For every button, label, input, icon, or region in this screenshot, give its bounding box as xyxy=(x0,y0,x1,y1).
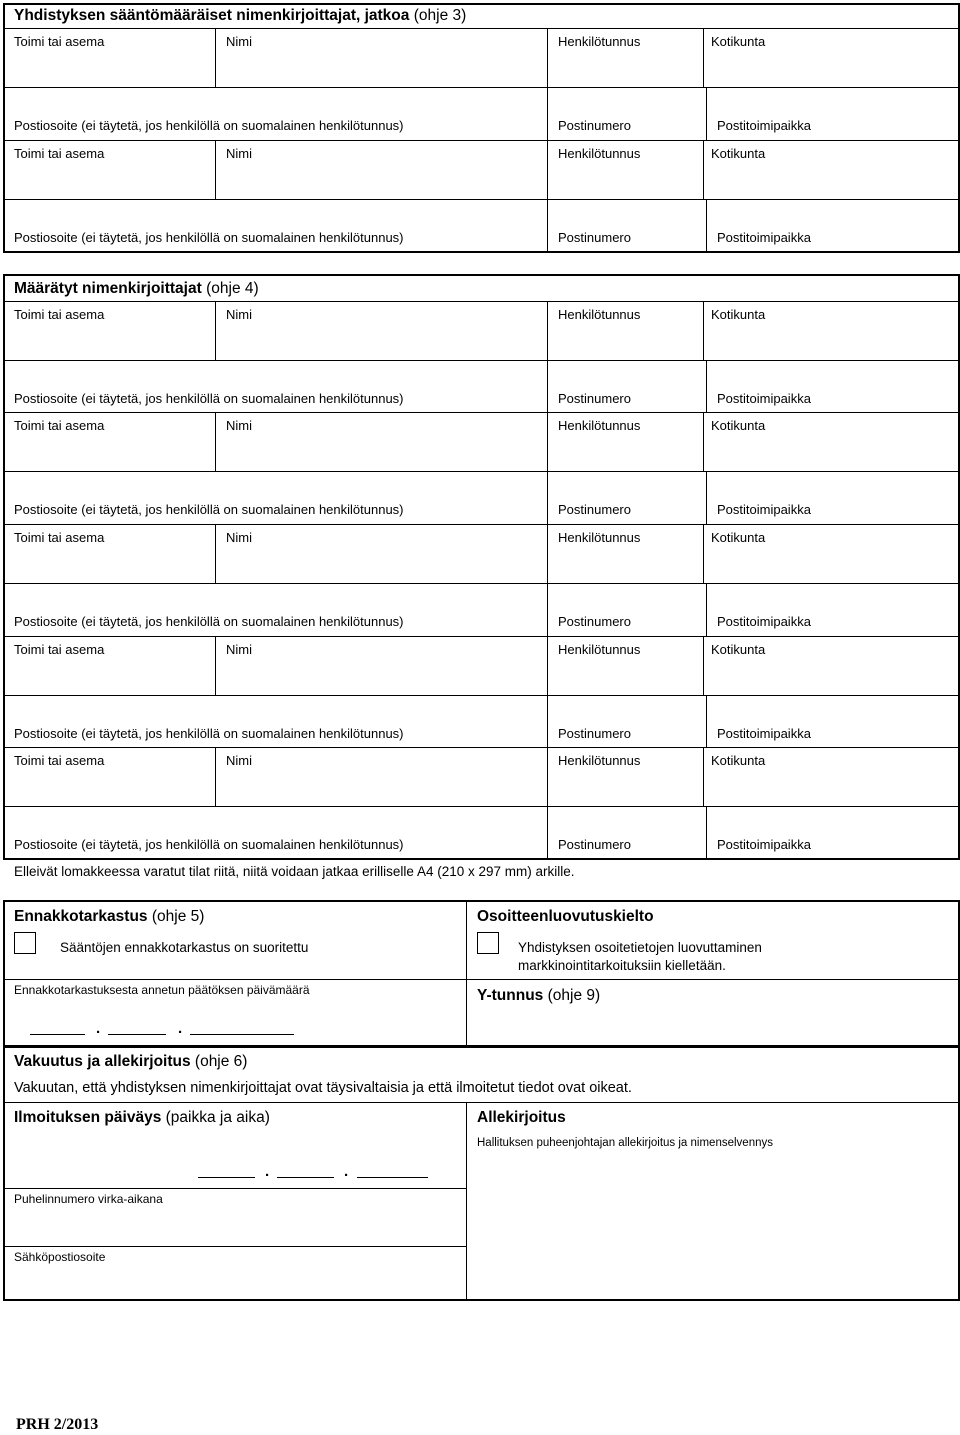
cell-divider xyxy=(547,140,548,199)
sign-date-month[interactable] xyxy=(277,1177,334,1178)
postcode-field[interactable] xyxy=(550,697,704,746)
postoffice-label: Postitoimipaikka xyxy=(717,614,811,629)
preinspection-date-year[interactable] xyxy=(190,1034,294,1035)
ssn-field[interactable] xyxy=(550,769,701,804)
postoffice-label: Postitoimipaikka xyxy=(717,230,811,245)
row-border xyxy=(4,87,958,88)
postoffice-field[interactable] xyxy=(709,585,956,634)
row-border xyxy=(4,747,958,748)
cell-divider xyxy=(703,636,704,695)
postcode-field[interactable] xyxy=(550,473,704,522)
continuation-note: Elleivät lomakkeessa varatut tilat riitä, niitä voidaan jatkaa erilliselle A4 (210 x 297 mm) arkille. xyxy=(14,864,575,879)
ssn-field[interactable] xyxy=(550,162,701,197)
row-border xyxy=(4,140,958,141)
cell-divider xyxy=(547,471,548,524)
cell-divider xyxy=(703,747,704,806)
ssn-label: Henkilötunnus xyxy=(558,530,641,545)
date-sign-title: Ilmoituksen päiväys (paikka ja aika) xyxy=(14,1109,270,1126)
cell-divider xyxy=(547,199,548,252)
name-label: Nimi xyxy=(226,530,252,545)
role-field[interactable] xyxy=(6,323,213,358)
row-border xyxy=(4,636,958,637)
cell-divider xyxy=(547,524,548,583)
address-field[interactable] xyxy=(6,808,545,857)
name-label: Nimi xyxy=(226,34,252,49)
cell-divider xyxy=(706,87,707,140)
postcode-label: Postinumero xyxy=(558,391,631,406)
insurance-statement: Vakuutan, että yhdistyksen nimenkirjoittajat ovat täysivaltaisia ja että ilmoitetut tiedot ovat oikeat. xyxy=(14,1080,632,1096)
role-label: Toimi tai asema xyxy=(14,753,105,768)
postoffice-label: Postitoimipaikka xyxy=(717,118,811,133)
postcode-field[interactable] xyxy=(550,201,704,250)
municipality-label: Kotikunta xyxy=(711,753,766,768)
municipality-label: Kotikunta xyxy=(711,34,766,49)
role-field[interactable] xyxy=(6,50,213,85)
address-field[interactable] xyxy=(6,89,545,138)
business-id-title: Y-tunnus (ohje 9) xyxy=(477,987,601,1004)
cell-divider xyxy=(215,636,216,695)
row-border xyxy=(4,806,958,807)
role-label: Toimi tai asema xyxy=(14,307,105,322)
postoffice-field[interactable] xyxy=(709,201,956,250)
section2-title: Määrätyt nimenkirjoittajat (ohje 4) xyxy=(14,280,259,297)
address-label: Postiosoite (ei täytetä, jos henkilöllä on suomalainen henkilötunnus) xyxy=(14,837,404,852)
preinspection-checkbox-label: Sääntöjen ennakkotarkastus on suoritettu xyxy=(60,940,309,955)
postcode-field[interactable] xyxy=(550,362,704,411)
municipality-field[interactable] xyxy=(706,546,956,581)
address-label: Postiosoite (ei täytetä, jos henkilöllä on suomalainen henkilötunnus) xyxy=(14,391,404,406)
role-field[interactable] xyxy=(6,769,213,804)
municipality-label: Kotikunta xyxy=(711,530,766,545)
postcode-label: Postinumero xyxy=(558,837,631,852)
ssn-label: Henkilötunnus xyxy=(558,146,641,161)
municipality-label: Kotikunta xyxy=(711,418,766,433)
name-label: Nimi xyxy=(226,418,252,433)
cell-divider xyxy=(547,87,548,140)
postoffice-label: Postitoimipaikka xyxy=(717,502,811,517)
address-ban-label-line2: markkinointitarkoituksiin kielletään. xyxy=(518,958,726,973)
row-border xyxy=(4,301,958,302)
ssn-label: Henkilötunnus xyxy=(558,307,641,322)
ssn-field[interactable] xyxy=(550,323,701,358)
cell-divider xyxy=(547,301,548,360)
ssn-label: Henkilötunnus xyxy=(558,34,641,49)
section4-line-phone xyxy=(4,1188,466,1189)
postoffice-label: Postitoimipaikka xyxy=(717,391,811,406)
address-label: Postiosoite (ei täytetä, jos henkilöllä on suomalainen henkilötunnus) xyxy=(14,118,404,133)
address-ban-title: Osoitteenluovutuskielto xyxy=(477,908,654,925)
postcode-label: Postinumero xyxy=(558,614,631,629)
postoffice-field[interactable] xyxy=(709,362,956,411)
signature-title: Allekirjoitus xyxy=(477,1109,566,1126)
municipality-label: Kotikunta xyxy=(711,307,766,322)
role-field[interactable] xyxy=(6,434,213,469)
row-border xyxy=(4,524,958,525)
role-field[interactable] xyxy=(6,546,213,581)
address-label: Postiosoite (ei täytetä, jos henkilöllä on suomalainen henkilötunnus) xyxy=(14,502,404,517)
preinspection-date-label: Ennakkotarkastuksesta annetun päätöksen päivämäärä xyxy=(14,983,310,997)
postcode-field[interactable] xyxy=(550,89,704,138)
cell-divider xyxy=(215,524,216,583)
preinspection-date-month[interactable] xyxy=(108,1034,166,1035)
postoffice-label: Postitoimipaikka xyxy=(717,837,811,852)
cell-divider xyxy=(215,28,216,87)
role-label: Toimi tai asema xyxy=(14,34,105,49)
row-border xyxy=(4,471,958,472)
postcode-label: Postinumero xyxy=(558,230,631,245)
row-border xyxy=(4,360,958,361)
name-label: Nimi xyxy=(226,307,252,322)
name-field[interactable] xyxy=(218,546,545,581)
address-label: Postiosoite (ei täytetä, jos henkilöllä on suomalainen henkilötunnus) xyxy=(14,726,404,741)
role-field[interactable] xyxy=(6,162,213,197)
cell-divider xyxy=(703,140,704,199)
cell-divider xyxy=(547,28,548,87)
name-field[interactable] xyxy=(218,658,545,693)
cell-divider xyxy=(547,583,548,636)
name-label: Nimi xyxy=(226,146,252,161)
row-border xyxy=(4,695,958,696)
section3-line-left xyxy=(4,979,466,980)
date-separator: . xyxy=(344,1163,349,1180)
cell-divider xyxy=(215,412,216,471)
row-border xyxy=(4,199,958,200)
postoffice-label: Postitoimipaikka xyxy=(717,726,811,741)
name-field[interactable] xyxy=(218,162,545,197)
cell-divider xyxy=(703,301,704,360)
cell-divider xyxy=(706,471,707,524)
postcode-label: Postinumero xyxy=(558,118,631,133)
cell-divider xyxy=(706,199,707,252)
name-label: Nimi xyxy=(226,642,252,657)
name-field[interactable] xyxy=(218,769,545,804)
cell-divider xyxy=(706,360,707,413)
preinspection-title: Ennakkotarkastus (ohje 5) xyxy=(14,908,205,925)
email-label: Sähköpostiosoite xyxy=(14,1250,106,1264)
ssn-label: Henkilötunnus xyxy=(558,753,641,768)
row-border xyxy=(4,28,958,29)
address-field[interactable] xyxy=(6,585,545,634)
form-code: PRH 2/2013 xyxy=(16,1416,99,1433)
insurance-title: Vakuutus ja allekirjoitus (ohje 6) xyxy=(14,1053,248,1070)
municipality-label: Kotikunta xyxy=(711,642,766,657)
ssn-field[interactable] xyxy=(550,434,701,469)
name-field[interactable] xyxy=(218,50,545,85)
sign-date-year[interactable] xyxy=(357,1177,428,1178)
section4-divider xyxy=(466,1102,467,1300)
ssn-field[interactable] xyxy=(550,658,701,693)
postcode-field[interactable] xyxy=(550,808,704,857)
address-field[interactable] xyxy=(6,201,545,250)
cell-divider xyxy=(215,747,216,806)
role-label: Toimi tai asema xyxy=(14,418,105,433)
name-field[interactable] xyxy=(218,434,545,469)
municipality-field[interactable] xyxy=(706,50,956,85)
municipality-field[interactable] xyxy=(706,658,956,693)
cell-divider xyxy=(703,412,704,471)
municipality-label: Kotikunta xyxy=(711,146,766,161)
municipality-field[interactable] xyxy=(706,769,956,804)
municipality-field[interactable] xyxy=(706,434,956,469)
preinspection-checkbox[interactable] xyxy=(14,932,36,954)
cell-divider xyxy=(547,360,548,413)
address-ban-checkbox[interactable] xyxy=(477,932,499,954)
cell-divider xyxy=(706,806,707,859)
role-label: Toimi tai asema xyxy=(14,530,105,545)
section1-title: Yhdistyksen sääntömääräiset nimenkirjoittajat, jatkoa (ohje 3) xyxy=(14,7,467,24)
date-separator: . xyxy=(178,1020,183,1037)
cell-divider xyxy=(547,806,548,859)
postoffice-field[interactable] xyxy=(709,808,956,857)
name-label: Nimi xyxy=(226,753,252,768)
ssn-label: Henkilötunnus xyxy=(558,642,641,657)
postoffice-field[interactable] xyxy=(709,697,956,746)
section4-line-top xyxy=(4,1102,958,1103)
section3-line-right xyxy=(466,979,958,980)
row-border xyxy=(4,412,958,413)
cell-divider xyxy=(706,695,707,748)
section3-divider xyxy=(466,901,467,1046)
preinspection-date-day[interactable] xyxy=(30,1034,85,1035)
row-border xyxy=(4,583,958,584)
cell-divider xyxy=(547,695,548,748)
postoffice-field[interactable] xyxy=(709,89,956,138)
postcode-label: Postinumero xyxy=(558,502,631,517)
name-field[interactable] xyxy=(218,323,545,358)
address-label: Postiosoite (ei täytetä, jos henkilöllä on suomalainen henkilötunnus) xyxy=(14,230,404,245)
municipality-field[interactable] xyxy=(706,323,956,358)
date-separator: . xyxy=(96,1020,101,1037)
cell-divider xyxy=(547,412,548,471)
postcode-field[interactable] xyxy=(550,585,704,634)
role-field[interactable] xyxy=(6,658,213,693)
phone-label: Puhelinnumero virka-aikana xyxy=(14,1192,163,1206)
cell-divider xyxy=(703,524,704,583)
municipality-field[interactable] xyxy=(706,162,956,197)
role-label: Toimi tai asema xyxy=(14,642,105,657)
ssn-label: Henkilötunnus xyxy=(558,418,641,433)
postcode-label: Postinumero xyxy=(558,726,631,741)
role-label: Toimi tai asema xyxy=(14,146,105,161)
address-label: Postiosoite (ei täytetä, jos henkilöllä on suomalainen henkilötunnus) xyxy=(14,614,404,629)
cell-divider xyxy=(706,583,707,636)
cell-divider xyxy=(703,28,704,87)
ssn-field[interactable] xyxy=(550,546,701,581)
address-ban-label-line1: Yhdistyksen osoitetietojen luovuttaminen xyxy=(518,940,762,955)
cell-divider xyxy=(215,140,216,199)
postoffice-field[interactable] xyxy=(709,473,956,522)
signature-label: Hallituksen puheenjohtajan allekirjoitus ja nimenselvennys xyxy=(477,1137,773,1149)
cell-divider xyxy=(215,301,216,360)
sign-date-day[interactable] xyxy=(198,1177,255,1178)
date-separator: . xyxy=(265,1163,270,1180)
address-field[interactable] xyxy=(6,362,545,411)
address-field[interactable] xyxy=(6,697,545,746)
address-field[interactable] xyxy=(6,473,545,522)
section4-line-email xyxy=(4,1246,466,1247)
cell-divider xyxy=(547,747,548,806)
cell-divider xyxy=(547,636,548,695)
ssn-field[interactable] xyxy=(550,50,701,85)
